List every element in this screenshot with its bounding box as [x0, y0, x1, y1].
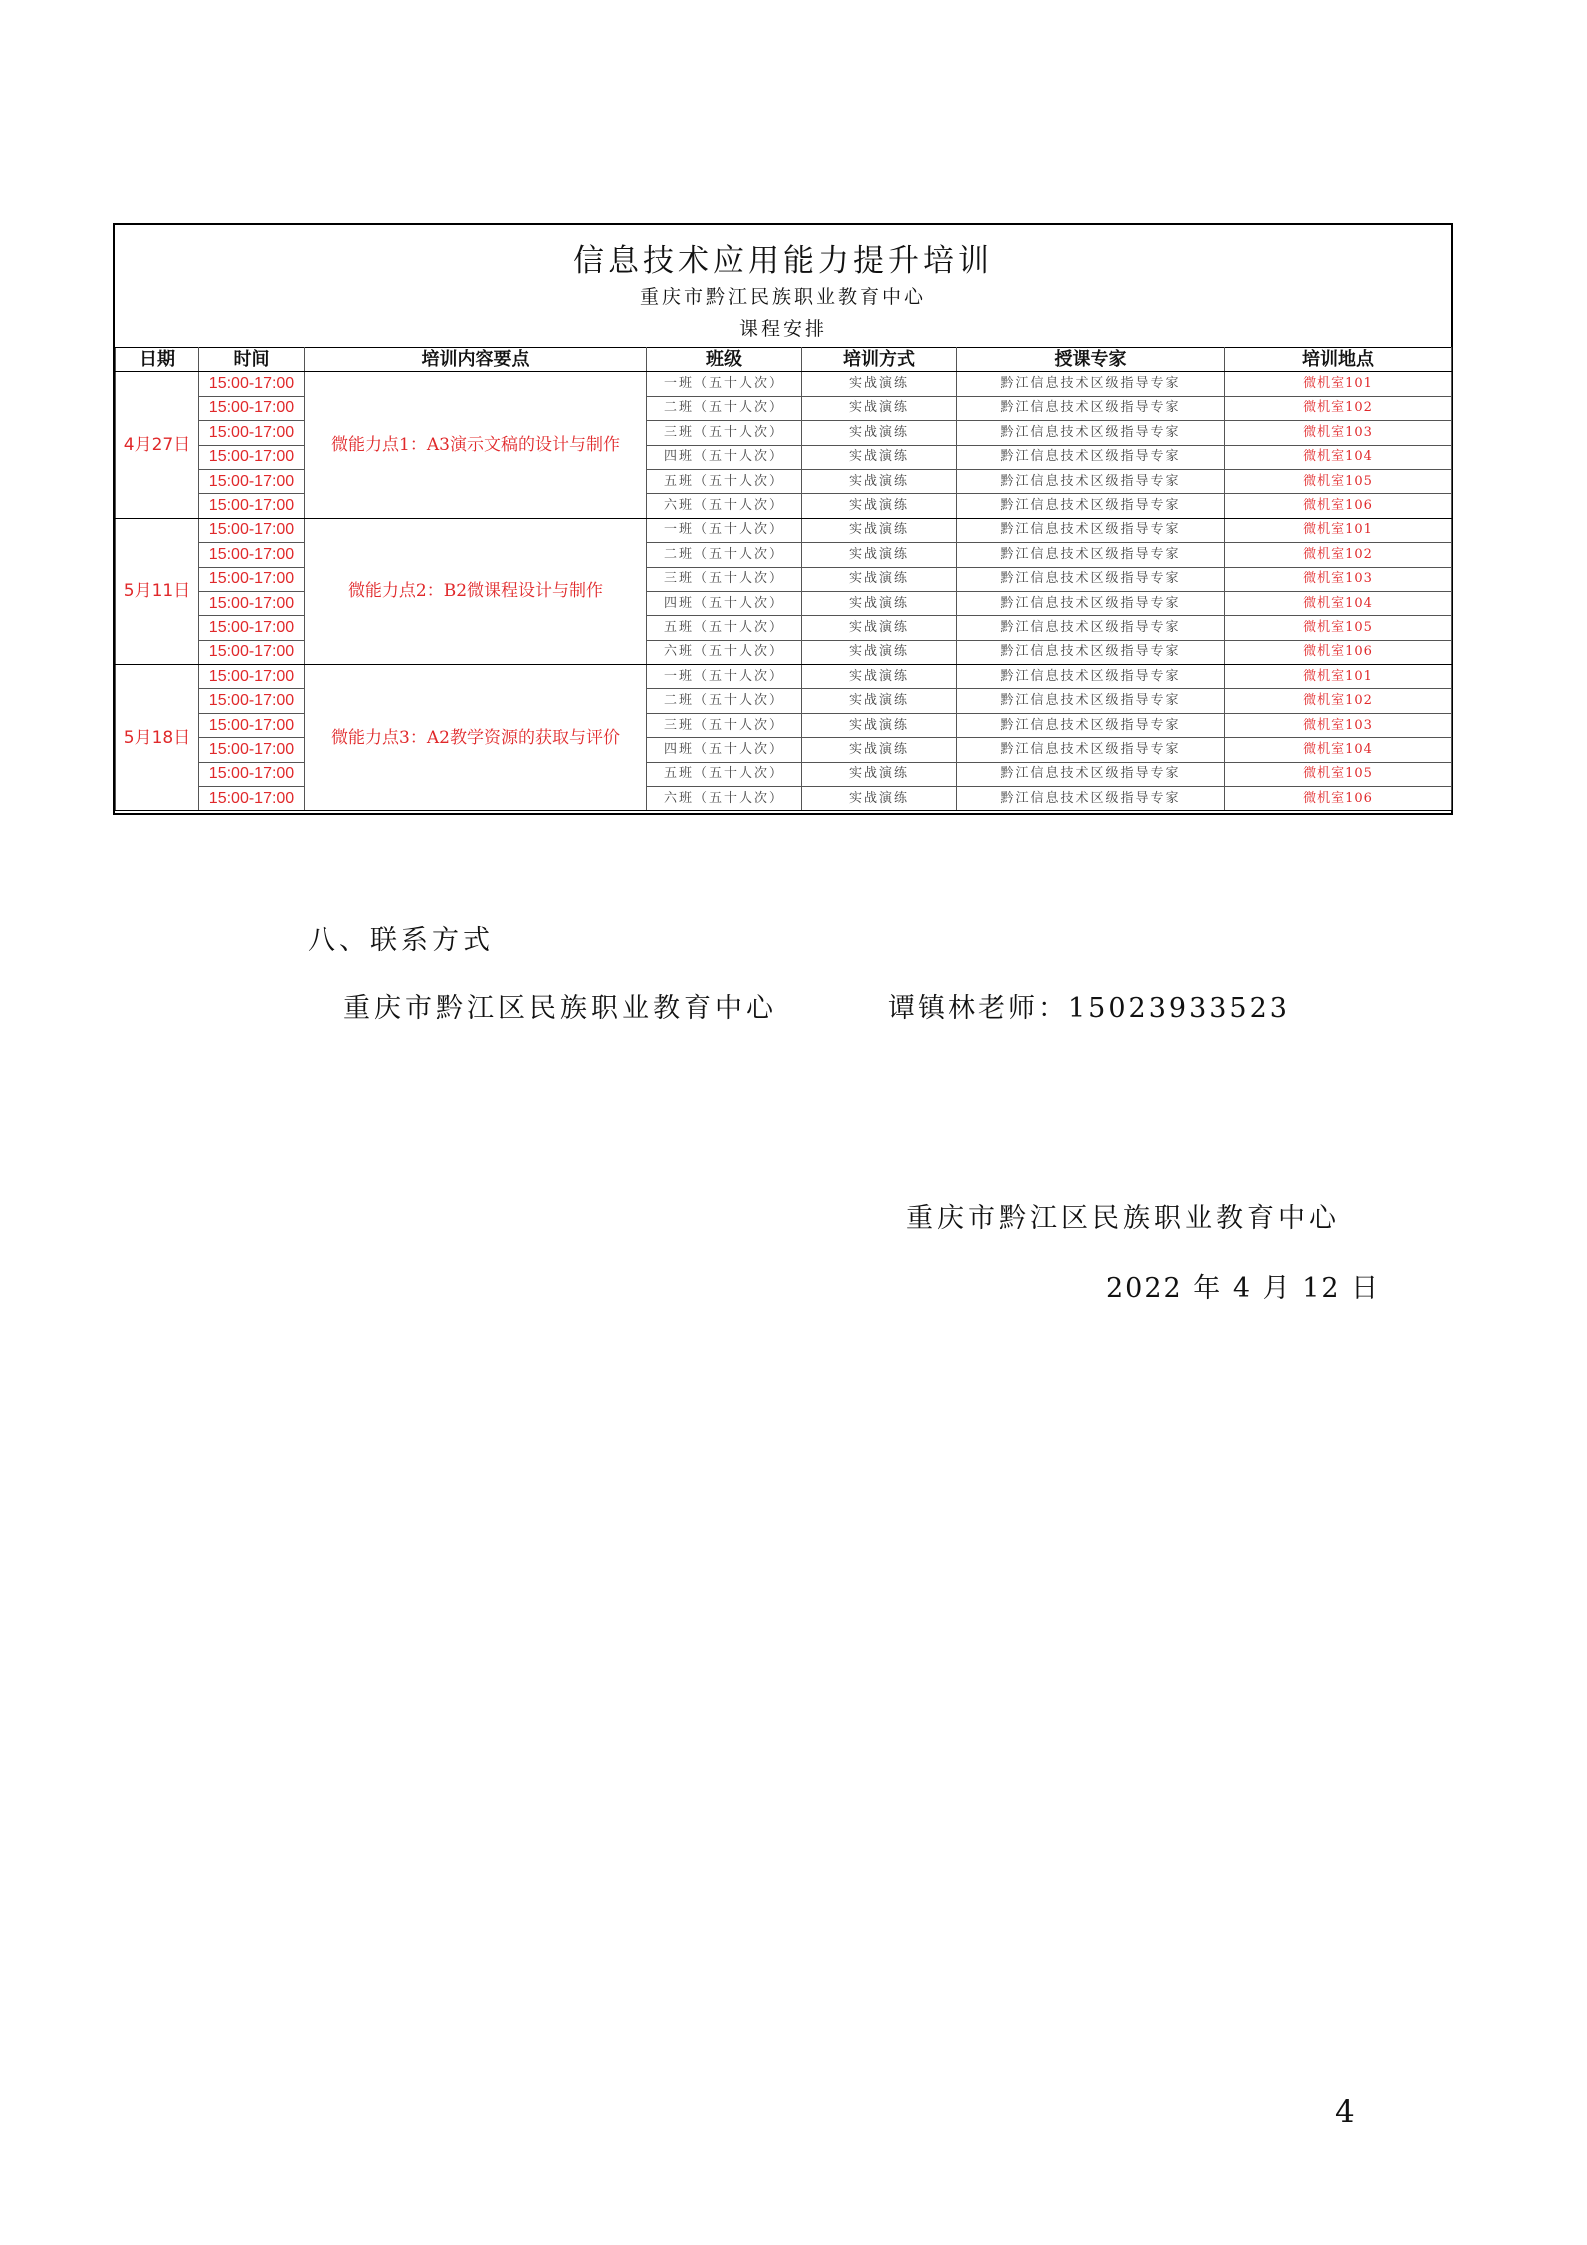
- mode-cell: 实战演练: [802, 518, 957, 542]
- mode-cell: 实战演练: [802, 543, 957, 567]
- location-cell: 微机室103: [1225, 421, 1452, 445]
- mode-cell: 实战演练: [802, 640, 957, 664]
- mode-cell: 实战演练: [802, 787, 957, 811]
- time-cell: 15:00-17:00: [199, 396, 305, 420]
- schedule-sheet: [113, 223, 1453, 815]
- time-cell: 15:00-17:00: [199, 713, 305, 737]
- table-row: [116, 372, 1452, 396]
- time-cell: 15:00-17:00: [199, 372, 305, 396]
- mode-cell: 实战演练: [802, 445, 957, 469]
- header-time: 时间: [199, 348, 305, 372]
- time-cell: 15:00-17:00: [199, 421, 305, 445]
- time-cell: 15:00-17:00: [199, 762, 305, 786]
- time-cell: 15:00-17:00: [199, 738, 305, 762]
- expert-cell: 黔江信息技术区级指导专家: [957, 713, 1225, 737]
- table-header-row: [116, 348, 1452, 372]
- location-cell: 微机室106: [1225, 494, 1452, 518]
- location-cell: 微机室106: [1225, 787, 1452, 811]
- header-location: 培训地点: [1225, 348, 1452, 372]
- expert-cell: 黔江信息技术区级指导专家: [957, 421, 1225, 445]
- mode-cell: 实战演练: [802, 665, 957, 689]
- table-row: [116, 665, 1452, 689]
- location-cell: 微机室102: [1225, 689, 1452, 713]
- time-cell: 15:00-17:00: [199, 445, 305, 469]
- time-cell: 15:00-17:00: [199, 616, 305, 640]
- mode-cell: 实战演练: [802, 689, 957, 713]
- location-cell: 微机室105: [1225, 469, 1452, 493]
- time-cell: 15:00-17:00: [199, 518, 305, 542]
- time-cell: 15:00-17:00: [199, 665, 305, 689]
- expert-cell: 黔江信息技术区级指导专家: [957, 762, 1225, 786]
- class-cell: 五班（五十人次）: [647, 616, 802, 640]
- expert-cell: 黔江信息技术区级指导专家: [957, 469, 1225, 493]
- time-cell: 15:00-17:00: [199, 494, 305, 518]
- class-cell: 一班（五十人次）: [647, 372, 802, 396]
- schedule-organization: 重庆市黔江民族职业教育中心: [639, 286, 926, 308]
- time-cell: 15:00-17:00: [199, 787, 305, 811]
- expert-cell: 黔江信息技术区级指导专家: [957, 372, 1225, 396]
- schedule-table: [115, 347, 1452, 811]
- time-cell: 15:00-17:00: [199, 640, 305, 664]
- class-cell: 二班（五十人次）: [647, 689, 802, 713]
- location-cell: 微机室102: [1225, 543, 1452, 567]
- time-cell: 15:00-17:00: [199, 543, 305, 567]
- page-number: 4: [1335, 2094, 1355, 2130]
- class-cell: 二班（五十人次）: [647, 396, 802, 420]
- mode-cell: 实战演练: [802, 591, 957, 615]
- time-cell: 15:00-17:00: [199, 567, 305, 591]
- date-cell: 5月18日: [116, 665, 199, 811]
- table-row: [116, 518, 1452, 542]
- location-cell: 微机室101: [1225, 372, 1452, 396]
- mode-cell: 实战演练: [802, 372, 957, 396]
- contact-organization: 重庆市黔江区民族职业教育中心: [343, 993, 777, 1024]
- expert-cell: 黔江信息技术区级指导专家: [957, 616, 1225, 640]
- location-cell: 微机室103: [1225, 713, 1452, 737]
- expert-cell: 黔江信息技术区级指导专家: [957, 787, 1225, 811]
- mode-cell: 实战演练: [802, 713, 957, 737]
- header-class: 班级: [647, 348, 802, 372]
- location-cell: 微机室101: [1225, 518, 1452, 542]
- expert-cell: 黔江信息技术区级指导专家: [957, 543, 1225, 567]
- location-cell: 微机室105: [1225, 762, 1452, 786]
- class-cell: 六班（五十人次）: [647, 494, 802, 518]
- schedule-body: [116, 372, 1452, 811]
- signature-organization: 重庆市黔江区民族职业教育中心: [906, 1203, 1340, 1234]
- schedule-title: 信息技术应用能力提升培训: [573, 243, 993, 279]
- class-cell: 六班（五十人次）: [647, 640, 802, 664]
- location-cell: 微机室104: [1225, 738, 1452, 762]
- header-date: 日期: [116, 348, 199, 372]
- class-cell: 五班（五十人次）: [647, 469, 802, 493]
- mode-cell: 实战演练: [802, 469, 957, 493]
- expert-cell: 黔江信息技术区级指导专家: [957, 738, 1225, 762]
- expert-cell: 黔江信息技术区级指导专家: [957, 445, 1225, 469]
- location-cell: 微机室104: [1225, 445, 1452, 469]
- content-cell: 微能力点1：A3演示文稿的设计与制作: [305, 372, 647, 518]
- contact-person: 谭镇林老师：15023933523: [888, 993, 1290, 1024]
- date-cell: 5月11日: [116, 518, 199, 664]
- mode-cell: 实战演练: [802, 567, 957, 591]
- location-cell: 微机室104: [1225, 591, 1452, 615]
- header-expert: 授课专家: [957, 348, 1225, 372]
- location-cell: 微机室102: [1225, 396, 1452, 420]
- class-cell: 一班（五十人次）: [647, 665, 802, 689]
- time-cell: 15:00-17:00: [199, 469, 305, 493]
- class-cell: 四班（五十人次）: [647, 445, 802, 469]
- location-cell: 微机室105: [1225, 616, 1452, 640]
- location-cell: 微机室101: [1225, 665, 1452, 689]
- contact-heading: 八、联系方式: [308, 925, 494, 956]
- content-cell: 微能力点2：B2微课程设计与制作: [305, 518, 647, 664]
- class-cell: 二班（五十人次）: [647, 543, 802, 567]
- mode-cell: 实战演练: [802, 494, 957, 518]
- mode-cell: 实战演练: [802, 738, 957, 762]
- content-cell: 微能力点3：A2教学资源的获取与评价: [305, 665, 647, 811]
- date-cell: 4月27日: [116, 372, 199, 518]
- class-cell: 四班（五十人次）: [647, 591, 802, 615]
- signature-date: 2022 年 4 月 12 日: [1106, 1273, 1381, 1304]
- time-cell: 15:00-17:00: [199, 689, 305, 713]
- class-cell: 三班（五十人次）: [647, 421, 802, 445]
- class-cell: 四班（五十人次）: [647, 738, 802, 762]
- mode-cell: 实战演练: [802, 762, 957, 786]
- mode-cell: 实战演练: [802, 421, 957, 445]
- expert-cell: 黔江信息技术区级指导专家: [957, 640, 1225, 664]
- mode-cell: 实战演练: [802, 616, 957, 640]
- class-cell: 五班（五十人次）: [647, 762, 802, 786]
- expert-cell: 黔江信息技术区级指导专家: [957, 494, 1225, 518]
- expert-cell: 黔江信息技术区级指导专家: [957, 567, 1225, 591]
- class-cell: 六班（五十人次）: [647, 787, 802, 811]
- schedule-subtitle: 课程安排: [738, 318, 827, 340]
- expert-cell: 黔江信息技术区级指导专家: [957, 689, 1225, 713]
- class-cell: 三班（五十人次）: [647, 567, 802, 591]
- header-content: 培训内容要点: [305, 348, 647, 372]
- mode-cell: 实战演练: [802, 396, 957, 420]
- location-cell: 微机室103: [1225, 567, 1452, 591]
- expert-cell: 黔江信息技术区级指导专家: [957, 396, 1225, 420]
- class-cell: 三班（五十人次）: [647, 713, 802, 737]
- expert-cell: 黔江信息技术区级指导专家: [957, 518, 1225, 542]
- header-mode: 培训方式: [802, 348, 957, 372]
- expert-cell: 黔江信息技术区级指导专家: [957, 665, 1225, 689]
- time-cell: 15:00-17:00: [199, 591, 305, 615]
- class-cell: 一班（五十人次）: [647, 518, 802, 542]
- expert-cell: 黔江信息技术区级指导专家: [957, 591, 1225, 615]
- location-cell: 微机室106: [1225, 640, 1452, 664]
